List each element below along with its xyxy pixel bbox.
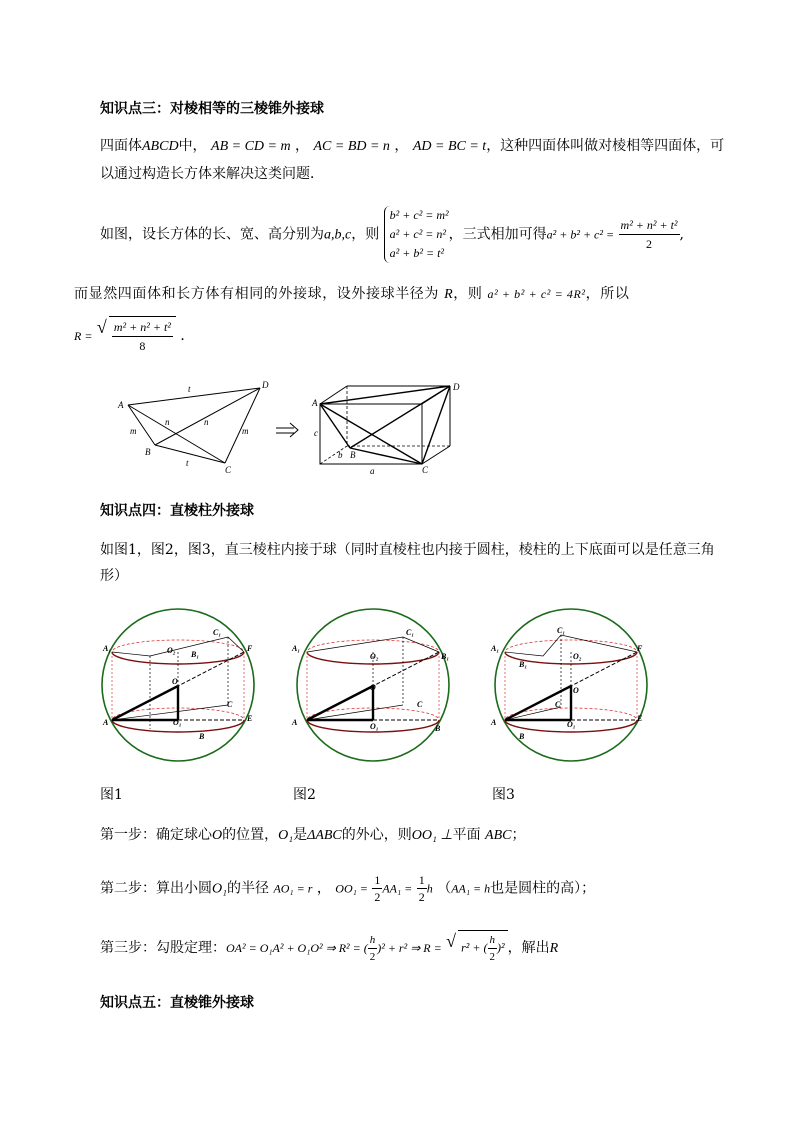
box-edge-AD [320,386,450,404]
sphere-figure-3 [495,609,647,761]
step-2: 第二步：算出小圆O₁的半径 AO₁ = r ， OO₁ = $\frac{1}{2}$ AA₁ = $\frac{1}{2}$ h （AA₁ = h也是圆柱的高）； [100,873,596,904]
sphere-figure-1 [102,609,254,761]
label-B: B [350,450,356,460]
math: h [426,881,433,896]
math: R = [74,329,93,343]
fig-caption-3: 图3 [492,787,515,803]
math: AB = CD = m [211,139,291,154]
math: O₁ [278,828,294,843]
label-t: t [188,384,191,394]
label-C: C [227,700,233,709]
math: R [444,287,454,302]
label-B1: B₁ [441,652,450,661]
numerator: h [368,932,378,949]
fig-caption-1: 图1 [100,787,123,803]
text: 是 [293,827,308,843]
text: （ [437,880,452,897]
denominator: 2 [369,950,376,963]
label-b: b [338,450,343,460]
section5-heading: 知识点五：直棱锥外接球 [100,995,254,1011]
denominator: 2 [646,237,653,251]
s3-paragraph-1-line2: 以通过构造长方体来解决这类问题． [100,166,324,182]
label-C: C [555,700,561,709]
fraction-half [372,872,382,905]
math: r² + ( [461,940,488,955]
label-D: D [262,380,269,390]
text: 平面 [452,827,481,843]
text: ，解出 [507,940,550,956]
text: ，则 [453,286,483,302]
fraction-h-over-2 [368,932,378,965]
label-E: E [247,714,253,723]
math: )² [497,940,505,955]
math: AA₁ = [382,881,413,896]
fraction [619,216,680,253]
label-n: n [204,417,209,427]
edge-AD [128,388,260,405]
label-B: B [199,732,205,741]
s3-paragraph-2: 如图，设长方体的长、宽、高分别为a,b,c，则 b² + c² = m² a² + c² = n² a² + b² = t² ，三式相加可得a² + b² + c² = $\frac{\text{m² + n² + t²}}{2}$ , [100,206,684,263]
edge-BC [155,445,225,463]
text: 第一步：确定球心 [100,827,212,843]
math: ΔABC [307,828,342,843]
equation-system [384,206,449,263]
text: 第二步：算出小圆 [100,880,212,897]
eq-line: a² + c² = n² [389,227,446,241]
label-n: n [165,417,170,427]
label-F: F [247,644,253,653]
math: OA² = O₁A² + O₁O² ⇒ R² = ( [226,941,368,955]
label-O1: O₁ [370,722,379,731]
s3-paragraph-1: 四面体ABCD中， AB = CD = m ， AC = BD = n ， AD = BC = t，这种四面体叫做对棱相等四面体，可 [100,138,725,154]
math: AC = BD = n [313,139,390,154]
label-O2: O₂ [167,646,176,655]
label-C1: C₁ [406,628,415,637]
numerator: m² + n² + t² [619,216,680,235]
label-C1: C₁ [557,626,566,635]
text: ，所以 [585,286,630,302]
label-E: E [637,714,643,723]
eq-line: a² + b² = t² [389,246,444,260]
math: O [212,828,223,843]
box-edge-AB [320,404,350,448]
box-hidden-edge [320,446,347,464]
label-C: C [225,465,232,475]
label-A: A [312,398,318,408]
math: a² + b² + c² = [546,227,615,242]
fraction-half [417,872,427,905]
label-B: B [145,447,151,457]
box-edge-CD [422,386,450,464]
math: AA₁ = h [451,881,491,896]
label-B1: B₁ [519,660,528,669]
label-O: O [172,677,178,686]
sqrt: √ r² + ( $\frac{h}{2}$ )² [446,930,507,966]
label-F: F [637,644,643,653]
label-A: A [491,718,497,727]
section3-heading: 知识点三：对棱相等的三棱锥外接球 [100,101,324,117]
s3-radius-formula: R = √ $\frac{\text{m² + n² + t²}}{8}$ ． [74,316,194,356]
label-B: B [435,724,441,733]
label-c: c [314,428,318,438]
step-1 [100,825,525,846]
text: ； [511,827,526,843]
numerator: h [488,932,498,949]
label-O1: O₁ [173,718,182,727]
math: a² + b² + c² = 4R² [487,287,586,301]
math: ABCD [142,139,179,154]
label-D: D [453,382,460,392]
box-edge-BC [350,448,422,464]
label-m: m [242,426,249,436]
edge-AB [128,405,155,445]
arrow-head [290,423,298,437]
step-3 [100,930,558,966]
sqrt: √ $\frac{\text{m² + n² + t²}}{8}$ [97,316,176,356]
label-m: m [130,426,137,436]
text: ，这种四面体叫做对棱相等四面体，可 [486,138,725,154]
label-C: C [417,700,423,709]
section4-heading: 知识点四：直棱柱外接球 [100,503,254,519]
s4-intro-line2: 形） [100,568,128,584]
text: 的位置， [222,827,279,843]
text: 四面体 [100,138,142,154]
math: AO₁ = r [273,881,313,896]
s3-paragraph-3 [74,284,629,305]
label-O: O [370,683,376,692]
label-C: C [422,465,429,475]
label-O1: O₁ [567,720,576,729]
fraction [112,318,173,355]
numerator: 1 [418,873,425,887]
text: ，三式相加可得 [448,226,547,243]
text: 中， [178,138,207,154]
eq-line: b² + c² = m² [389,208,449,222]
math: )² + r² ⇒ R = [377,941,442,955]
math: AD = BC = t [412,139,487,154]
label-A1: A₁ [103,644,112,653]
label-A: A [292,718,298,727]
label-A1: A₁ [491,644,500,653]
fraction-h-over-2 [488,932,498,965]
label-C1: C₁ [213,628,222,637]
denominator: 2 [374,890,381,904]
label-O2: O₂ [573,652,582,661]
math: OO₁ = [335,881,368,896]
box-edge [422,446,450,464]
label-a: a [370,466,375,476]
label-t: t [186,458,189,468]
text: 的外心，则 [341,827,412,843]
tetrahedron-box-figure [110,378,485,478]
fig-caption-2: 图2 [293,787,316,803]
text: 第三步：勾股定理： [100,940,226,956]
label-O2: O₂ [370,652,379,661]
math: OO₁ ⊥ [411,828,453,843]
text: ，则 [351,226,380,243]
label-A: A [118,400,124,410]
math: ABC [485,828,512,843]
label-O: O [573,686,579,695]
denominator: 2 [489,951,496,963]
sphere-prism-figures [95,605,655,770]
label-B1: B₁ [191,650,200,659]
numerator: m² + n² + t² [112,318,173,337]
s4-intro-line1: 如图1，图2，图3，直三棱柱内接于球（同时直棱柱也内接于圆柱，棱柱的上下底面可以是任意三角 [100,542,715,558]
text: 的半径 [226,880,269,897]
text: 如图，设长方体的长、宽、高分别为 [100,226,324,243]
math: a,b,c [324,227,352,243]
denominator: 8 [139,339,146,353]
text: 而显然四面体和长方体有相同的外接球，设外接球半径为 [74,286,439,302]
denominator: 2 [418,890,425,904]
numerator: 1 [374,873,381,887]
text: 也是圆柱的高）； [490,880,596,897]
label-A1: A₁ [292,644,301,653]
math: R [549,941,559,956]
label-A: A [103,718,109,727]
math: O₁ [212,881,227,897]
edge-AC [128,405,225,463]
box-edge-BD [350,386,450,448]
label-B: B [519,732,525,741]
